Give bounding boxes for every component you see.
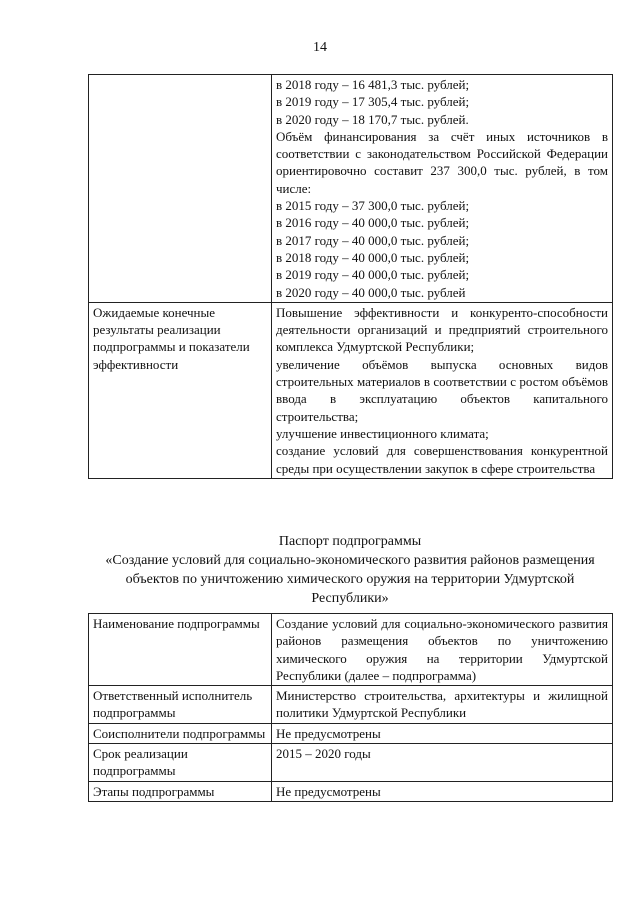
row-label: Соисполнители подпрограммы — [89, 723, 272, 743]
page-number: 14 — [313, 40, 327, 55]
results-item: улучшение инвестиционного климата; — [276, 425, 489, 441]
row-value: Не предусмотрены — [272, 781, 613, 801]
other-sources-line: в 2016 году – 40 000,0 тыс. рублей; — [276, 215, 470, 231]
results-item: увеличение объёмов выпуска основных видов строительных материалов в соответствии с ростом объёмов ввода в эксплуатацию объектов капитального строительства; — [276, 356, 608, 424]
table-row — [89, 302, 613, 478]
results-cell — [272, 302, 613, 478]
table-row — [89, 781, 613, 801]
results-item: создание условий для совершенствования конкурентной среды при осуществлении закупок в сфере строительства — [276, 443, 608, 476]
row-value: Министерство строительства, архитектуры и жилищной политики Удмуртской Республики — [272, 686, 613, 724]
table-row — [89, 723, 613, 743]
row-label: Ответственный исполнитель подпрограммы — [89, 686, 272, 724]
table-row — [89, 614, 613, 686]
row-label: Этапы подпрограммы — [89, 781, 272, 801]
other-sources-line: в 2019 году – 40 000,0 тыс. рублей; — [276, 267, 470, 283]
other-sources-line: в 2015 году – 37 300,0 тыс. рублей; — [276, 198, 470, 214]
results-label: Ожидаемые конечные результаты реализации подпрограммы и показатели эффективности — [89, 302, 272, 478]
row-label: Наименование подпрограммы — [89, 614, 272, 686]
other-sources-line: в 2020 году – 40 000,0 тыс. рублей — [276, 284, 466, 300]
passport-table — [88, 613, 613, 802]
table-row — [89, 744, 613, 782]
financing-line: в 2019 году – 17 305,4 тыс. рублей; — [276, 94, 470, 110]
financing-cell — [272, 75, 613, 303]
table-row — [89, 686, 613, 724]
table-row — [89, 75, 613, 303]
financing-line: в 2020 году – 18 170,7 тыс. рублей. — [276, 111, 469, 127]
passport-heading — [88, 532, 612, 608]
other-sources-line: в 2018 году – 40 000,0 тыс. рублей; — [276, 249, 470, 265]
results-item: Повышение эффективности и конкуренто-способности деятельности организаций и предприятий строительного комплекса Удмуртской Республики; — [276, 304, 608, 355]
row-value: Не предусмотрены — [272, 723, 613, 743]
passport-title: Паспорт подпрограммы — [278, 534, 422, 549]
row-value: 2015 – 2020 годы — [272, 744, 613, 782]
other-sources-line: в 2017 году – 40 000,0 тыс. рублей; — [276, 232, 470, 248]
row-label: Срок реализации подпрограммы — [89, 744, 272, 782]
financing-line: в 2018 году – 16 481,3 тыс. рублей; — [276, 77, 470, 92]
passport-subtitle: «Создание условий для социально-экономического развития районов размещения объектов по уничтожению химического оружия на территории Удмуртской Республики» — [105, 553, 595, 606]
row-value: Создание условий для социально-экономического развития районов размещения объектов по уничтожению химического оружия на территории Удмуртской Республики (далее – подпрограмма) — [272, 614, 613, 686]
other-sources-text: Объём финансирования за счёт иных источников в соответствии с законодательством Российской Федерации ориентировочно составит 237 300,0 тыс. рублей, в том числе: — [276, 128, 608, 196]
financing-table — [88, 74, 613, 479]
table-cell-empty — [89, 75, 272, 303]
